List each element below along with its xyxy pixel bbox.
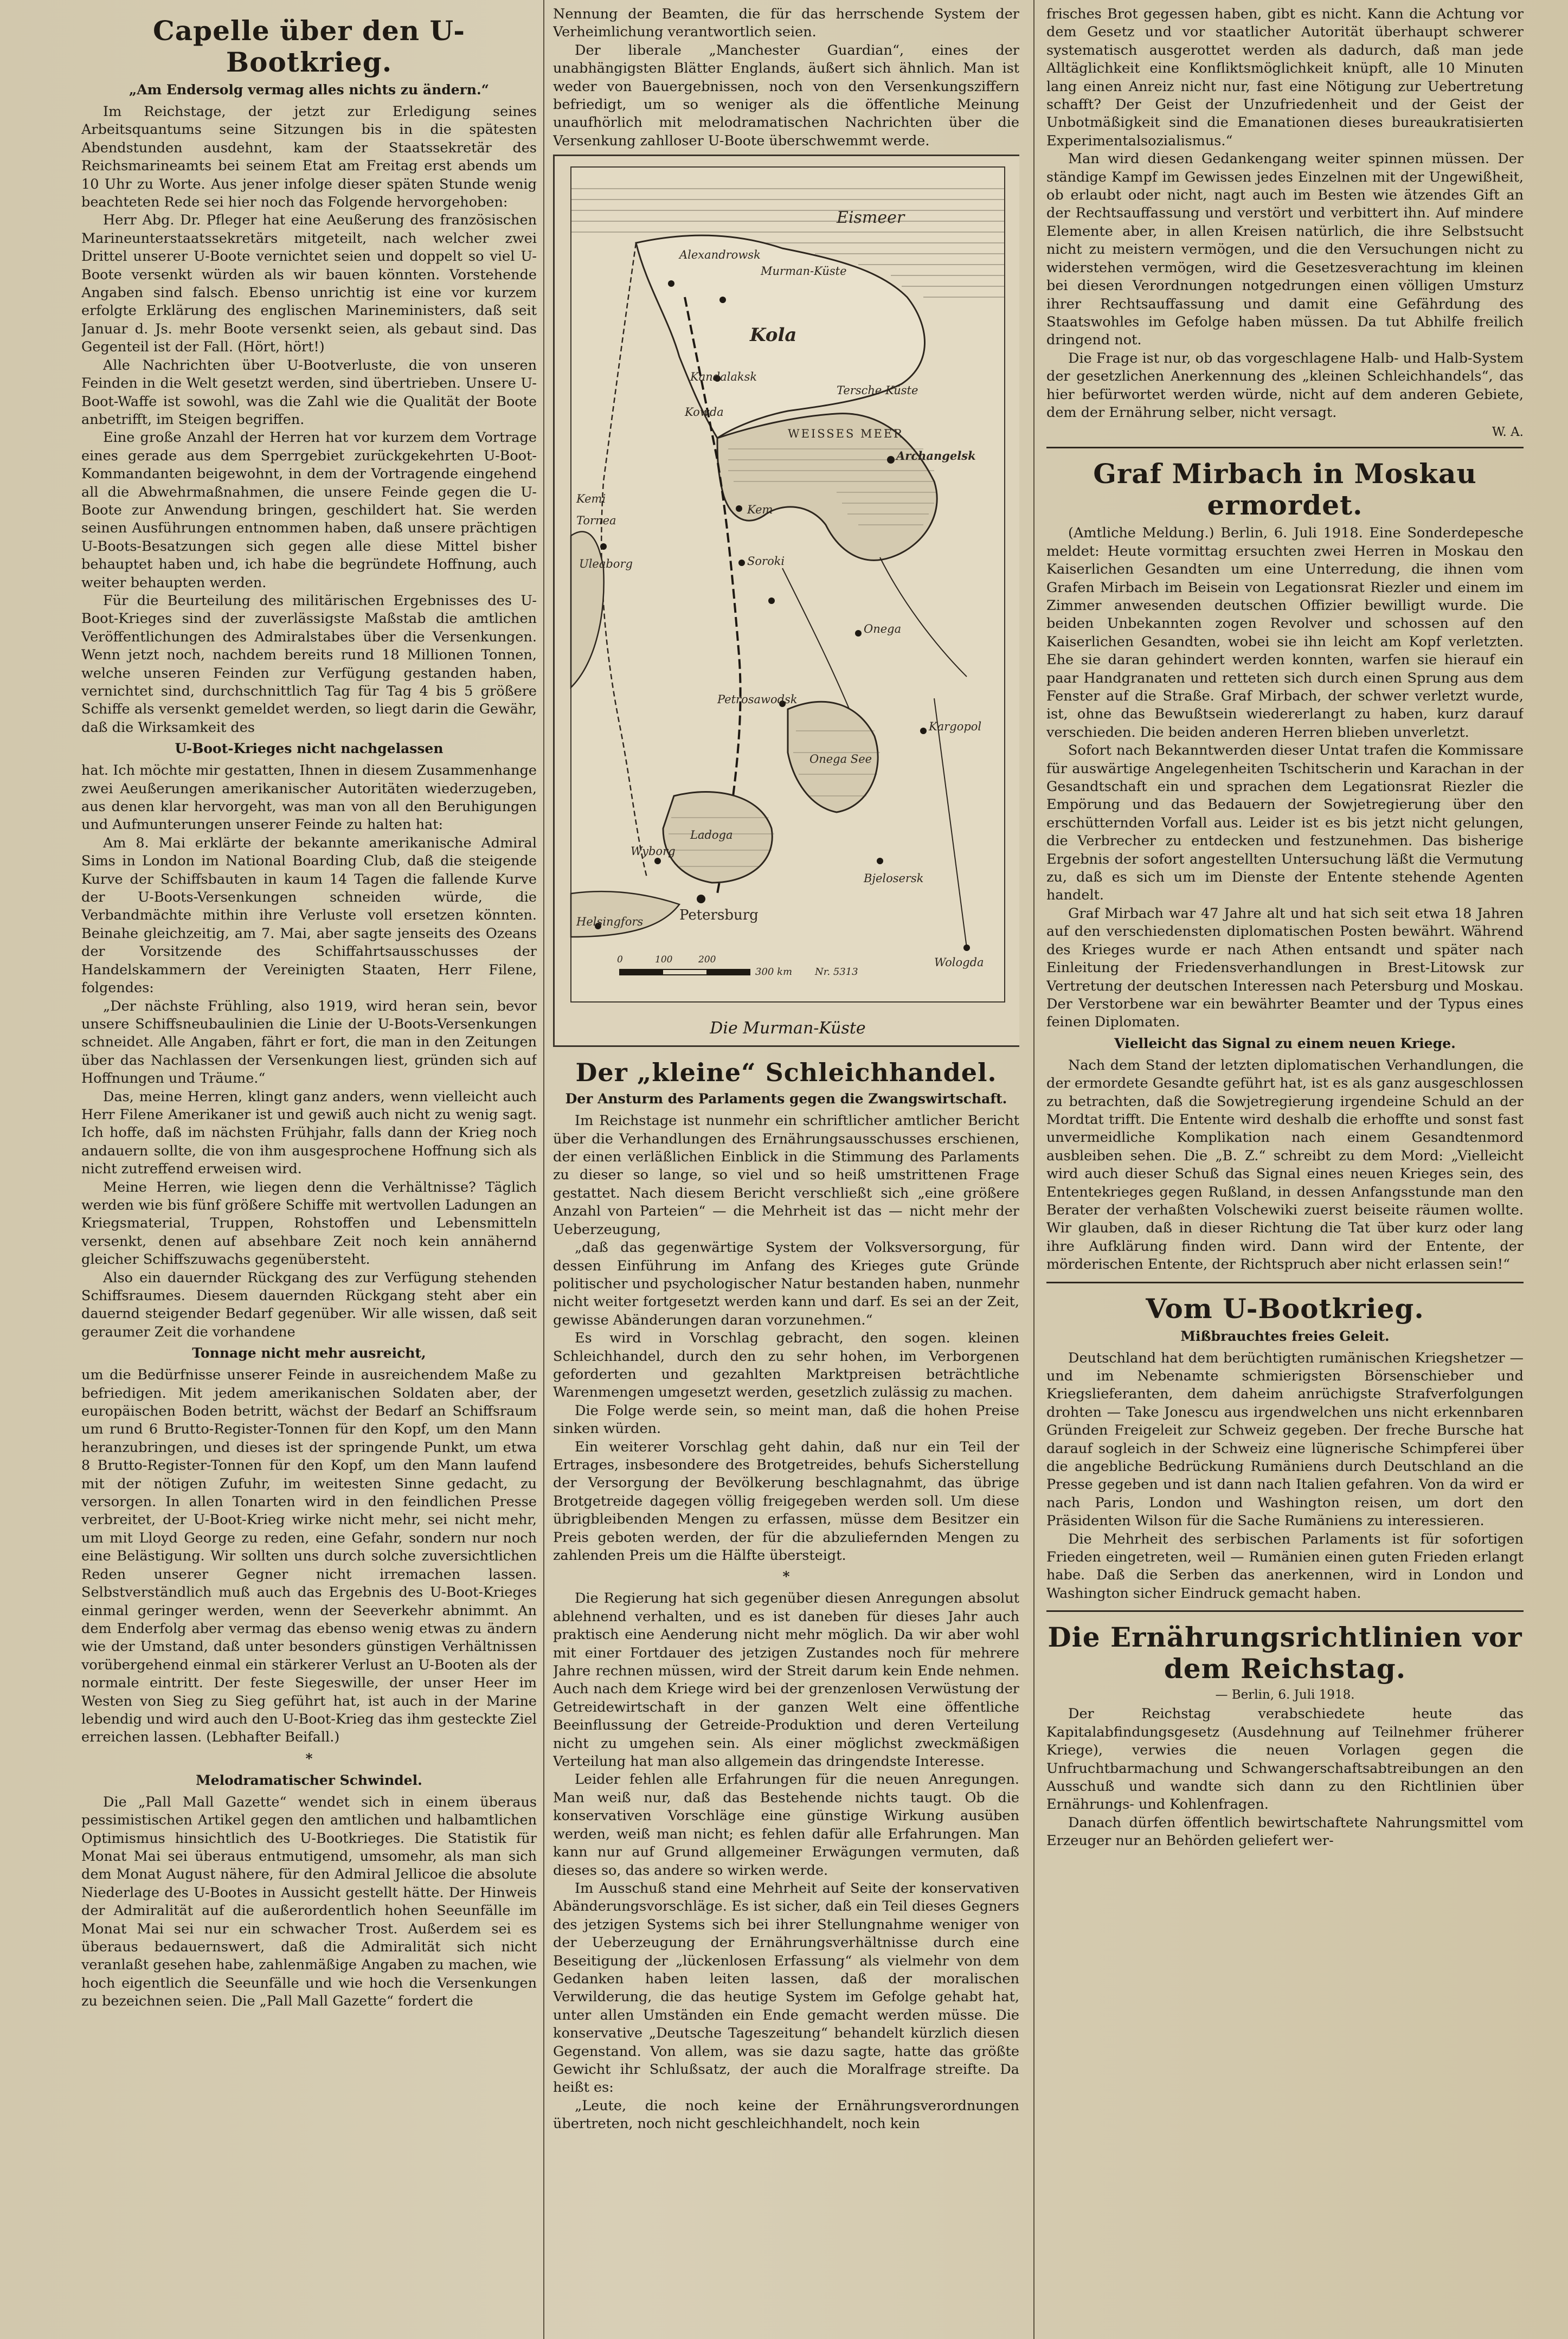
map-label-kandalaksha: Kandalaksk <box>690 370 757 384</box>
column-3 <box>1046 5 1524 2334</box>
article-headline: Vom U-Bootkrieg. <box>1146 1292 1424 1325</box>
section-subhead: U-Boot-Krieges nicht nachgelassen <box>175 741 444 757</box>
article-headline: Graf Mirbach in Moskau ermordet. <box>1093 458 1477 522</box>
paragraph: „Leute, die noch keine der Ernährungsverordnungen übertreten, noch nicht geschleichhandelt, noch kein <box>553 2097 1019 2132</box>
section-subhead: Melodramatischer Schwindel. <box>196 1772 422 1788</box>
paragraph: Der liberale „Manchester Guardian“, eines der unabhängigsten Blätter Englands, äußert sich ähnlich. Man ist weder von Bauergebnissen, noch von den Versenkungsziffern befriedigt, um so weniger als die öffentliche Meinung unaufhörlich mit melodramatischen Nachrichten über die Versenkung zahlloser U-Boote überschwemmt werde. <box>553 42 1019 149</box>
paragraph: Deutschland hat dem berüchtigten rumänischen Kriegshetzer — und im Nebenamte schmierigsten Börsenschieber und Kriegslieferanten, dem daheim anrüchigste Strafverfolgungen drohten — Take Jonescu aus irgendwelchen uns nicht erkennbaren Gründen Freigeleit zur Schweiz gegeben. Der freche Bursche hat darauf sogleich in der Schweiz eine lügnerische Schimpferei über die angebliche Bedrückung Rumäniens durch Deutschland an die Presse gegeben und ist dann nach Italien gefahren. Von da wird er nach Paris, London und Washington reisen, um dort den Präsidenten Wilson für die Sache Rumäniens zu interessieren. <box>1046 1350 1524 1530</box>
paragraph: „daß das gegenwärtige System der Volksversorgung, für dessen Einführung im Anfang des Krieges gute Gründe politischer und psychologischer Natur bestanden haben, nunmehr nicht weiter fortgesetzt werden kann und darf. Es sei an der Zeit, gewisse Abänderungen daran vorzunehmen.“ <box>553 1239 1019 1328</box>
paragraph: Die Regierung hat sich gegenüber diesen Anregungen absolut ablehnend verhalten, und es ist daneben für dieses Jahr auch praktisch eine Aenderung nicht mehr möglich. Da wir aber wohl mit einer Fortdauer des jetzigen Zustandes noch für mehrere Jahre rechnen müssen, wird der Streit darum kein Ende nehmen. Auch nach dem Kriege wird bei der grenzenlosen Verwüstung der Getreidewirtschaft in der ganzen Welt eine öffentliche Beeinflussung der Getreide-Produktion und deren Verteilung nicht zu umgehen sein. Als einer möglichst zweckmäßigen Verteilung hat man also allgemein das dringendste Interesse. <box>553 1590 1019 1770</box>
column-1 <box>81 5 537 2334</box>
map-scale-start: 0 <box>617 954 623 966</box>
column-rule <box>543 0 544 2339</box>
map-label-onega: Onega <box>864 622 902 636</box>
paragraph: Im Reichstage, der jetzt zur Erledigung seines Arbeitsquantums seine Sitzungen bis in die spätesten Abendstunden ausdehnt, kam der Staatssekretär des Reichsmarineamts bei seinem Etat am Freitag erst abends um 10 Uhr zu Worte. Aus jener infolge dieser späten Stunde wenig beachteten Rede sei hier noch das Folgende hervorgehoben: <box>81 104 537 211</box>
map-label-kowda: Kowda <box>685 406 724 419</box>
map-label-belosersk: Bjelosersk <box>864 872 924 885</box>
paragraph: Das, meine Herren, klingt ganz anders, wenn vielleicht auch Herr Filene Amerikaner ist und gewiß auch nicht zu wenig sagt. Ich hoffe, daß im nächsten Frühjahr, falls dann der Krieg noch andauern sollte, die von ihm ausgesprochene Hoffnung sich als nicht zutreffend erweisen wird. <box>81 1088 537 1178</box>
map-label-onega-lake: Onega See <box>809 753 872 766</box>
paragraph: „Der nächste Frühling, also 1919, wird heran sein, bevor unsere Schiffsneubaulinien die Linie der U-Boots-Versenkungen schneidet. Alle Angaben, fährt er fort, die man in den Zeitungen über das Nachlassen der Versenkungen liest, gründen sich auf Hoffnungen und Träume.“ <box>81 998 537 1087</box>
map-scale-mid: 100 <box>655 954 673 966</box>
article-headline: Der „kleine“ Schleichhandel. <box>575 1058 997 1088</box>
column-rule <box>1033 0 1034 2339</box>
article-dateline: — Berlin, 6. Juli 1918. <box>1215 1688 1355 1702</box>
column-2 <box>553 5 1019 2334</box>
map-label-kargopol: Kargopol <box>929 720 982 734</box>
section-subhead: Vielleicht das Signal zu einem neuen Kriege. <box>1114 1035 1456 1051</box>
paragraph: Im Ausschuß stand eine Mehrheit auf Seite der konservativen Abänderungsvorschläge. Es ist sicher, daß ein Teil dieses Gegners des jetzigen Systems sich bei ihrer Stellungnahme weniger von der Ueberzeugung der Ernährungsverhältnisse durch eine Beseitigung der „lückenlosen Erfassung“ als vielmehr von dem Gedanken haben leiten lassen, daß der moralischen Verwilderung, die das heutige System im Gefolge gehabt hat, unter allen Umständen ein Ende gemacht werden müsse. Die konservative „Deutsche Tageszeitung“ behandelt kürzlich diesen Gegenstand. Von allem, was sie dazu sagte, hatte das größte Gewicht ihr Schlußsatz, der auch die Moralfrage streifte. Da heißt es: <box>553 1880 1019 2096</box>
paragraph: Meine Herren, wie liegen denn die Verhältnisse? Täglich werden wie bis fünf größere Schiffe mit wertvollen Ladungen an Kriegsmaterial, Truppen, Rohstoffen und Lebensmitteln versenkt, denen auf absehbare Zeit noch kein annähernd gleicher Schiffszuwachs gegenübersteht. <box>81 1179 537 1268</box>
map-label-helsingfors: Helsingfors <box>576 915 644 929</box>
paragraph: frisches Brot gegessen haben, gibt es nicht. Kann die Achtung vor dem Gesetz und vor staatlicher Autorität überhaupt schwerer systematisch ausgerottet werden als dadurch, daß man jede Alltäglichkeit eine Konfliktsmöglichkeit knüpft, alle 10 Minuten lang einen Anreiz nicht nur, fast eine Nötigung zur Uebertretung schafft? Der Geist der Unzufriedenheit und der Geist der Unbotmäßigkeit sind die Emanationen dieses bureaukratisierten Experimentalsozialismus.“ <box>1046 6 1524 149</box>
map-label-petrozavodsk: Petrosawodsk <box>717 693 798 706</box>
map-label-wologda: Wologda <box>934 956 984 969</box>
asterisk-divider: * <box>782 1569 790 1585</box>
paragraph: (Amtliche Meldung.) Berlin, 6. Juli 1918. Eine Sonderdepesche meldet: Heute vormittag ersuchten zwei Herren in Moskau den Kaiserlichen Gesandten um eine Unterredung, die ihnen vom Grafen Mirbach im Beisein von Legationsrat Riezler und einem im Zimmer anwesenden deutschen Offizier bewilligt wurde. Die beiden Unbekannten zogen Revolver und schossen auf den Kaiserlichen Gesandten, wobei sie ihn leicht am Kopf verletzten. Ehe sie daran gehindert werden konnten, warfen sie hierauf ein paar Handgranaten und retteten sich durch einen Sprung aus dem Fenster auf die Straße. Graf Mirbach, der schwer verletzt wurde, ist, ohne das Bewußtsein wiedererlangt zu haben, kurz darauf verschieden. Die beiden anderen Herren blieben unverletzt. <box>1046 525 1524 741</box>
map-label-petersburg: Petersburg <box>679 907 759 924</box>
paragraph: Für die Beurteilung des militärischen Ergebnisses des U-Boot-Krieges sind der zuverlässigste Maßstab die amtlichen Veröffentlichungen des Admiralstabes über die Versenkungen. Wenn jetzt noch, nachdem bereits rund 18 Millionen Tonnen, welche unseren Feinden zur Verfügung gestanden haben, vernichtet sind, durchschnittlich Tag für Tag 4 bis 5 größere Schiffe als versenkt gemeldet werden, so liegt darin die Gewähr, daß die Wirksamkeit des <box>81 592 537 736</box>
map-label-sea: Eismeer <box>837 208 905 228</box>
map-caption: Die Murman-Küste <box>710 1019 866 1038</box>
article-kicker: „Am Endersolg vermag alles nichts zu ändern.“ <box>128 82 490 98</box>
paragraph: Sofort nach Bekanntwerden dieser Untat trafen die Kommissare für auswärtige Angelegenheiten Tschitscherin und Karachan in der Gesandtschaft ein und sprachen dem Legationsrat Riezler die Empörung und das Bedauern der Sowjetregierung über den erschütternden Vorfall aus. Leider ist es bis jetzt nicht gelungen, die Verbrecher zu entdecken und festzunehmen. Das bisherige Ergebnis der sofort angestellten Untersuchung läßt die Vermutung zu, daß es sich um im Dienste der Entente stehende Agenten handelt. <box>1046 742 1524 904</box>
paragraph: Ein weiterer Vorschlag geht dahin, daß nur ein Teil der Ertrages, insbesondere des Brotgetreides, behufs Sicherstellung der Versorgung der Bevölkerung beschlagnahmt, das übrige Brotgetreide dagegen völlig freigegeben werden soll. Um diese übrigbleibenden Mengen zu erfassen, müsse dem Besitzer ein Preis geboten werden, der für die abzuliefernden Mengen zu zahlenden Preis um die Hälfte übersteigt. <box>553 1438 1019 1564</box>
map-scale-end: 200 <box>698 954 716 966</box>
paragraph: Die „Pall Mall Gazette“ wendet sich in einem überaus pessimistischen Artikel gegen den amtlichen und halbamtlichen Optimismus hinsichtlich des U-Bootkrieges. Die Statistik für Monat Mai sei überaus entmutigend, umsomehr, als man sich dem Monat August nähere, für den Admiral Jellicoe die absolute Niederlage des U-Bootes in Aussicht gestellt hätte. Der Hinweis der Admiralität auf die außerordentlich hohen Seeunfälle im Monat Mai sei nur ein schwacher Trost. Außerdem sei es überaus bedauernswert, daß die Admiralität sich nicht veranlaßt gesehen habe, zahlenmäßige Angaben zu machen, wie hoch eigentlich die Seeunfälle und wie hoch die Versenkungen zu bezeichnen seien. Die „Pall Mall Gazette“ fordert die <box>81 1794 537 2010</box>
map-drawing <box>555 156 1019 1045</box>
paragraph: Herr Abg. Dr. Pfleger hat eine Aeußerung des französischen Marineunterstaatssekretärs mitgeteilt, nach welcher zwei Drittel unserer U-Boote vernichtet seien und doppelt so viel U-Boote versenkt würden als wir bauen könnten. Vorstehende Angaben sind falsch. Ebenso unrichtig ist eine vor kurzem erfolgte Erklärung des englischen Marineministers, daß seit Januar d. Js. mehr Boote versenkt seien, als gebaut sind. Das Gegenteil ist der Fall. (Hört, hört!) <box>81 212 537 356</box>
section-rule <box>1046 447 1524 448</box>
paragraph: Man wird diesen Gedankengang weiter spinnen müssen. Der ständige Kampf im Gewissen jedes Einzelnen mit der Ungewißheit, ob erlaubt oder nicht, nagt auch im Besten wie ätzendes Gift an der Rechtsauffassung und verstört und verbittert ihn. Auf mindere Elemente aber, in allen Kreisen natürlich, die ihre Selbstsucht nicht zu meistern vermögen, und die den Versuchungen nicht zu widerstehen vermögen, wird die Gesetzesverachtung im kleinen bei diesen Verordnungen notgedrungen einen völligen Umsturz ihrer Rechtsauffassung und damit eine Gefährdung des Staatswohles im Gefolge haben müssen. Da tut Abhilfe freilich dringend not. <box>1046 151 1524 349</box>
paragraph: hat. Ich möchte mir gestatten, Ihnen in diesem Zusammenhange zwei Aeußerungen amerikanischer Autoritäten wiederzugeben, aus denen klar hervorgeht, was man von all den Beruhigungen und Aufmunterungen unserer Feinde zu halten hat: <box>81 762 537 833</box>
paragraph: Im Reichstage ist nunmehr ein schriftlicher amtlicher Bericht über die Verhandlungen des Ernährungsausschusses erschienen, der einen verläßlichen Einblick in die Stimmung des Parlaments zu dieser so lange, so viel und so heiß umstrittenen Frage gestattet. Nach diesem Bericht verschließt sich „eine größere Anzahl von Parteien“ — die Mehrheit ist das — nicht mehr der Ueberzeugung, <box>553 1113 1019 1238</box>
paragraph: Eine große Anzahl der Herren hat vor kurzem dem Vortrage eines gerade aus dem Sperrgebiet zurückgekehrten U-Boot-Kommandanten beigewohnt, in dem der Vortragende eingehend all die Abwehrmaßnahmen, die unsere Feinde gegen die U-Boote zur Anwendung bringen, geschildert hat. Sie werden seinen Ausführungen entnommen haben, daß unsere prächtigen U-Boots-Besatzungen sich gegen alle diese Mittel bisher behauptet haben und, ich habe die begründete Hoffnung, auch weiter behaupten werden. <box>81 429 537 591</box>
author-byline: W. A. <box>1492 425 1524 440</box>
asterisk-divider: * <box>305 1750 313 1766</box>
article-subhead: Der Ansturm des Parlaments gegen die Zwangswirtschaft. <box>565 1091 1007 1107</box>
map-scale-label: 300 km <box>755 966 793 978</box>
map-label-kola: Kola <box>750 324 797 346</box>
paragraph: Also ein dauernder Rückgang des zur Verfügung stehenden Schiffsraumes. Diesem dauernden Rückgang steht aber ein dauernd steigender Bedarf gegenüber. Wir alle wissen, daß seit geraumer Zeit die vorhandene <box>81 1269 537 1340</box>
paragraph: Alle Nachrichten über U-Bootverluste, die von unseren Feinden in die Welt gesetzt werden, sind übertrieben. Unsere U-Boot-Waffe ist sowohl, was die Zahl wie die Qualität der Boote anbetrifft, im Steigen begriffen. <box>81 357 537 428</box>
article-headline: Capelle über den U-Bootkrieg. <box>152 15 466 78</box>
map-label-murman: Murman-Küste <box>761 265 847 278</box>
paragraph: Die Mehrheit des serbischen Parlaments ist für sofortigen Frieden eingetreten, weil — Rumänien einen guten Frieden erlangt habe. Daß die Serben das anerkennen, wird in London und Washington sicher Eindruck gemacht haben. <box>1046 1531 1524 1602</box>
article-headline: Die Ernährungsrichtlinien vor dem Reichstag. <box>1048 1621 1522 1685</box>
paragraph: Am 8. Mai erklärte der bekannte amerikanische Admiral Sims in London im National Boarding Club, daß die steigende Kurve der Schiffsbauten in kaum 14 Tagen die fallende Kurve der U-Boots-Versenkungen schneiden würde, die Verbandmächte mithin ihre Verluste voll ersetzen könnten. Beinahe gleichzeitig, am 7. Mai, aber sagte jenseits des Ozeans der Vorsitzende des Schiffahrtsausschusses der Handelskammern der Vereinigten Staaten, Herr Filene, folgendes: <box>81 834 537 997</box>
paragraph: Die Folge werde sein, so meint man, daß die hohen Preise sinken würden. <box>553 1402 1019 1437</box>
paragraph: Nach dem Stand der letzten diplomatischen Verhandlungen, die der ermordete Gesandte geführt hat, ist es als ganz ausgeschlossen zu betrachten, daß die Sowjetregierung irgendeine Schuld an der Mordtat trifft. Die Entente wird deshalb die erhoffte und sonst fast unvermeidliche Komplikation nach einem Gesandtenmord ausbleiben sehen. Die „B. Z.“ schreibt zu dem Mord: „Vielleicht wird auch dieser Schuß das Signal eines neuen Krieges sein, des Ententekrieges gegen Rußland, in dessen Anfangsstunde man den Berater der verhaßten Volschewiki zuerst beiseite räumen wollte. Wir glauben, daß in dieser Richtung die Tat über kurz oder lang ihre Aufklärung finden wird. Dann wird der Entente, der mörderischen Entente, der Richtspruch aber nicht erlassen sein!“ <box>1046 1057 1524 1273</box>
section-rule <box>1046 1282 1524 1283</box>
map-scale-note: Nr. 5313 <box>815 966 858 978</box>
map-label-soroki: Soroki <box>747 555 785 568</box>
map-figure <box>553 155 1019 1047</box>
map-label-white-sea: WEISSES MEER <box>788 427 904 441</box>
map-label-wyborg: Wyborg <box>631 845 676 858</box>
paragraph: Danach dürfen öffentlich bewirtschaftete Nahrungsmittel vom Erzeuger nur an Behörden geliefert wer- <box>1046 1814 1524 1849</box>
map-label-alexandrowsk: Alexandrowsk <box>679 248 761 262</box>
paragraph: Graf Mirbach war 47 Jahre alt und hat sich seit etwa 18 Jahren auf den verschiedensten diplomatischen Posten bewährt. Während des Krieges wurde er nach Athen entsandt und später nach Einleitung der Friedensverhandlungen in Brest-Litowsk zur Vertretung der deutschen Interessen nach Petersburg und Moskau. Der Verstorbene war ein bewährter Beamter und der Typus eines feinen Diplomaten. <box>1046 905 1524 1031</box>
section-subhead: Tonnage nicht mehr ausreicht, <box>192 1345 426 1361</box>
map-label-tornea: Tornea <box>576 514 616 528</box>
paragraph: Der Reichstag verabschiedete heute das Kapitalabfindungsgesetz (Ausdehnung auf Teilnehmer früherer Kriege), verwies die neuen Vorlagen gegen die Unfruchtbarmachung und Schwangerschaftsabtreibungen an den Ausschuß und wandte sich dann zu den Richtlinien über Ernährungs- und Kohlenfragen. <box>1046 1706 1524 1813</box>
article-subhead: Mißbrauchtes freies Geleit. <box>1180 1328 1390 1344</box>
section-rule <box>1046 1610 1524 1612</box>
paragraph: um die Bedürfnisse unserer Feinde in ausreichendem Maße zu befriedigen. Mit jedem amerikanischen Soldaten aber, der europäischen Boden betritt, wächst der Bedarf an Schiffsraum um rund 6 Brutto-Register-Tonnen für den Kopf, um den Mann heranzubringen, und dieses ist der springende Punkt, um etwa 8 Brutto-Register-Tonnen für den Kopf, um den Mann laufend mit der nötigen Zufuhr, im weitesten Sinne gedacht, zu versorgen. In allen Tonarten wird in den feindlichen Presse verbreitet, der U-Boot-Krieg wirke nicht mehr, sei nicht mehr, um mit Lloyd George zu reden, eine Gefahr, sondern nur noch eine Belästigung. Wir sollten uns durch solche zuversichtlichen Reden unserer Gegner nicht irremachen lassen. Selbstverständlich muß auch das Ergebnis des U-Boot-Krieges einmal geringer werden, wenn der Seeverkehr abnimmt. An dem Enderfolg aber vermag das ebenso wenig etwas zu ändern wie der Umstand, daß unter besonders günstigen Verhältnissen vorübergehend einmal ein stärkerer Verlust an U-Booten als der normale eintritt. Der feste Siegeswille, der unser Heer im Westen von Sieg zu Sieg geführt hat, ist auch in der Marine lebendig und wird auch den U-Boot-Krieg das ihm gesteckte Ziel erreichen lassen. (Lebhafter Beifall.) <box>81 1367 537 1746</box>
map-label-archangelsk: Archangelsk <box>896 449 976 463</box>
paragraph: Leider fehlen alle Erfahrungen für die neuen Anregungen. Man weiß nur, daß das Bestehende nichts taugt. Ob die konservativen Vorschläge eine günstige Wirkung ausüben werden, weiß man nicht; es fehlen dafür alle Erfahrungen. Man kann nur auf Grund allgemeiner Erwägungen vermuten, daß dieses so, das andere so wirken werde. <box>553 1771 1019 1879</box>
map-label-kem: Kem <box>747 503 773 517</box>
map-label-uleaborg: Uleaborg <box>579 557 633 571</box>
paragraph: Es wird in Vorschlag gebracht, den sogen. kleinen Schleichhandel, durch den zu sehr hohen, im Verborgenen geforderten und gezahlten Marktpreisen beträchtliche Warenmengen umgesetzt werden, gesetzlich zulässig zu machen. <box>553 1330 1019 1401</box>
map-label-ladoga: Ladoga <box>690 828 733 842</box>
map-label-tersch: Tersche Küste <box>837 384 918 397</box>
paragraph: Die Frage ist nur, ob das vorgeschlagene Halb- und Halb-System der gesetzlichen Anerkennung des „kleinen Schleichhandels“, das hier befürwortet werden würde, nicht auf dem anderen Gebiete, dem der Ernährung selber, nicht versagt. <box>1046 350 1524 421</box>
map-label-kemi: Kemi <box>576 492 606 506</box>
paragraph: Nennung der Beamten, die für das herrschende System der Verheimlichung verantwortlich seien. <box>553 6 1019 41</box>
